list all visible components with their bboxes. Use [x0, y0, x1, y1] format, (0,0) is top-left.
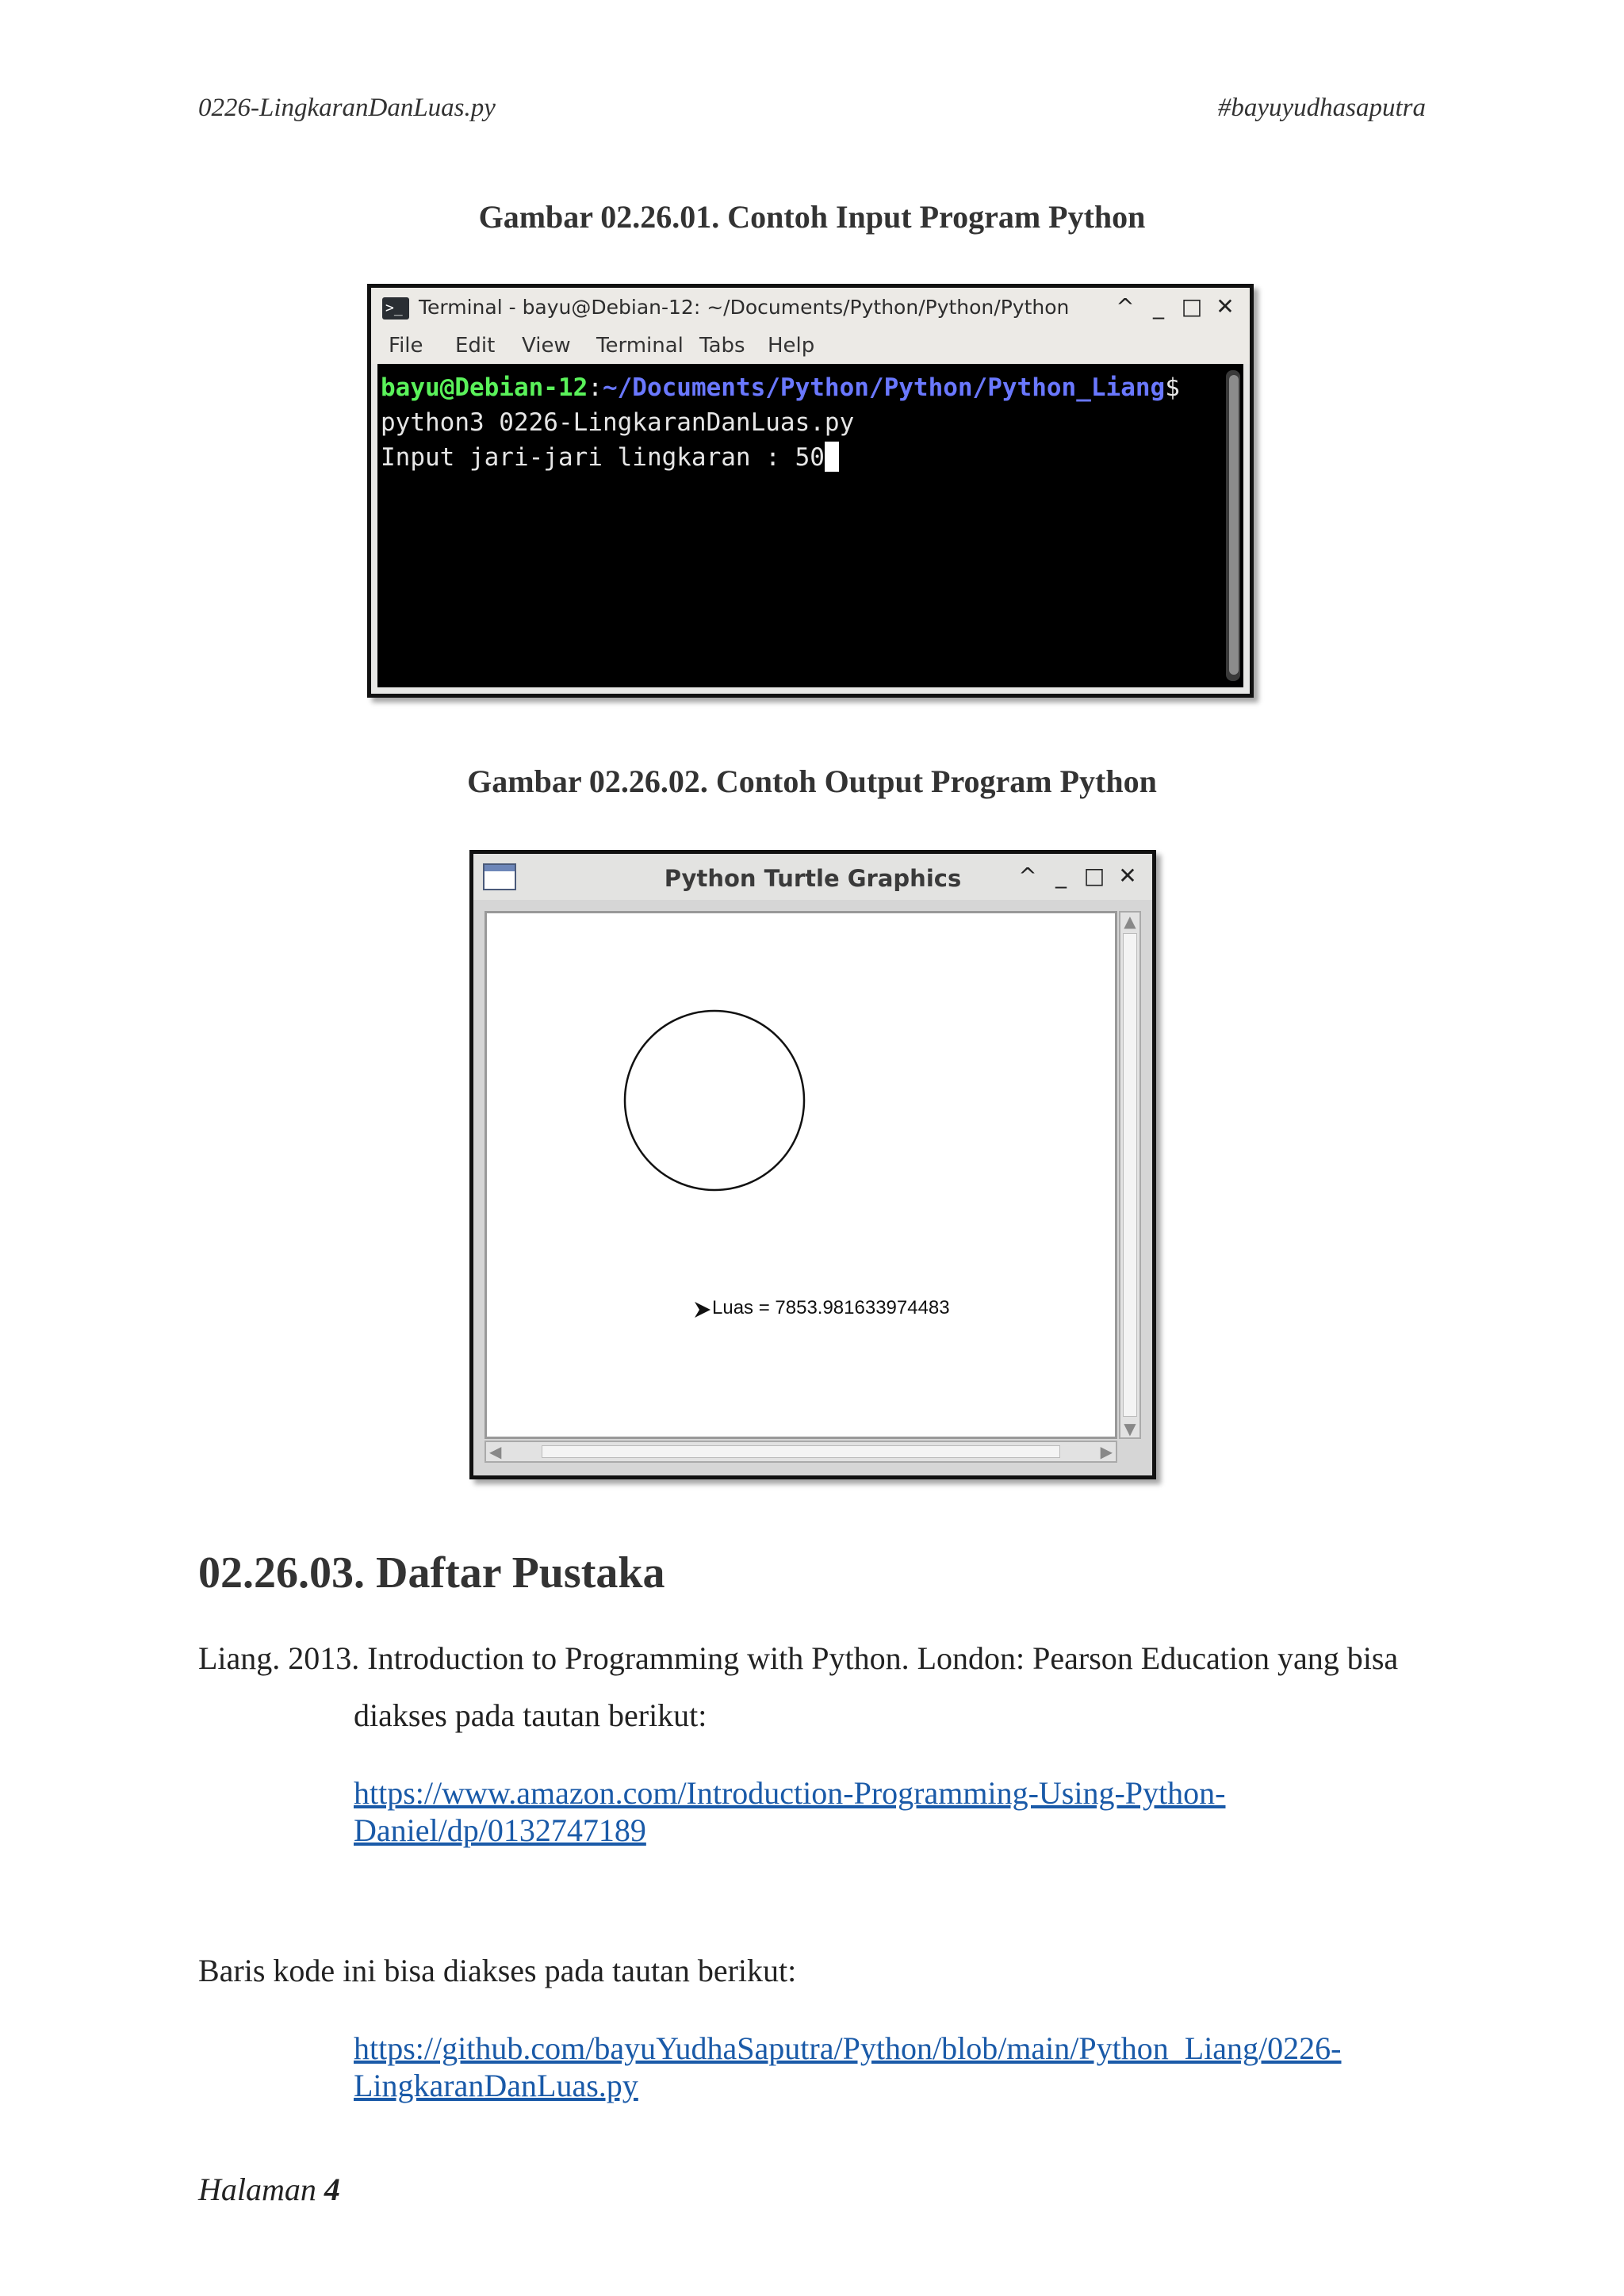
scroll-right-icon[interactable]: ▶ — [1100, 1442, 1113, 1461]
menu-tabs[interactable]: Tabs — [699, 334, 745, 358]
github-link-line1[interactable]: https://github.com/bayuYudhaSaputra/Python/blob/main/Python_Liang/0226- — [354, 2030, 1342, 2066]
terminal-window-title: Terminal - bayu@Debian-12: ~/Documents/Python/Python/Python — [419, 296, 1070, 319]
github-link-line2[interactable]: LingkaranDanLuas.py — [354, 2068, 638, 2103]
turtle-window — [469, 850, 1156, 1479]
turtle-window-title: Python Turtle Graphics — [664, 865, 962, 892]
area-output-text: Luas = 7853.981633974483 — [712, 1297, 950, 1318]
window-maximize-icon[interactable]: □ — [1083, 863, 1105, 889]
window-shade-icon[interactable]: ^ — [1018, 863, 1037, 889]
window-minimize-icon[interactable]: _ — [1153, 293, 1164, 320]
drawn-circle — [625, 1011, 804, 1190]
prompt-path: ~/Documents/Python/Python/Python_Liang — [602, 373, 1166, 402]
command-line: python3 0226-LingkaranDanLuas.py — [381, 408, 855, 437]
figure2-caption: Gambar 02.26.02. Contoh Output Program Python — [467, 763, 1157, 799]
scroll-down-icon[interactable]: ▼ — [1124, 1419, 1136, 1438]
horizontal-scroll-track[interactable] — [542, 1445, 1060, 1458]
page-header — [198, 94, 1426, 133]
text-cursor — [825, 442, 839, 472]
menu-edit[interactable]: Edit — [455, 334, 496, 358]
reference-text-line1: Liang. 2013. Introduction to Programming with Python. London: Pearson Education yang bisa — [198, 1640, 1399, 1676]
section-heading: 02.26.03. Daftar Pustaka — [198, 1548, 665, 1598]
page-footer — [198, 2171, 340, 2208]
figure1-caption: Gambar 02.26.01. Contoh Input Program Python — [478, 199, 1146, 235]
reference-text-line2: diakses pada tautan berikut: — [354, 1697, 707, 1733]
menu-help[interactable]: Help — [768, 334, 815, 358]
prompt-user: bayu@Debian-12 — [381, 373, 588, 402]
turtle-arrow-icon — [695, 1302, 710, 1318]
window-shade-icon[interactable]: ^ — [1116, 293, 1135, 320]
amazon-link-line2[interactable]: Daniel/dp/0132747189 — [354, 1812, 646, 1848]
amazon-link-line1[interactable]: https://www.amazon.com/Introduction-Programming-Using-Python- — [354, 1775, 1226, 1811]
vertical-scrollbar[interactable] — [1119, 911, 1141, 1439]
turtle-canvas[interactable] — [485, 911, 1117, 1439]
window-maximize-icon[interactable]: □ — [1181, 293, 1203, 320]
prompt-separator: : — [588, 373, 603, 402]
horizontal-scrollbar[interactable] — [485, 1441, 1117, 1463]
vertical-scroll-track[interactable] — [1123, 933, 1137, 1417]
code-link[interactable] — [354, 2030, 1342, 2104]
window-minimize-icon[interactable]: _ — [1055, 863, 1067, 889]
turtle-titlebar — [473, 854, 1152, 900]
reference-link[interactable] — [354, 1774, 1225, 1849]
header-author-tag: #bayuyudhasaputra — [1217, 94, 1426, 122]
window-close-icon[interactable]: ✕ — [1118, 863, 1137, 889]
terminal-titlebar — [371, 288, 1250, 327]
terminal-output[interactable] — [377, 364, 1243, 687]
terminal-app-icon: >_ — [382, 297, 409, 320]
page-number: 4 — [324, 2172, 340, 2207]
terminal-menubar — [371, 327, 1250, 364]
menu-terminal[interactable]: Terminal — [596, 334, 684, 358]
scroll-left-icon[interactable]: ◀ — [489, 1442, 502, 1461]
menu-view[interactable]: View — [522, 334, 571, 358]
turtle-drawing — [487, 913, 1115, 1437]
terminal-window — [367, 284, 1254, 698]
terminal-scrollbar-thumb[interactable] — [1229, 375, 1239, 675]
footer-label: Halaman — [198, 2172, 316, 2207]
scroll-up-icon[interactable]: ▲ — [1124, 912, 1136, 931]
code-link-text: Baris kode ini bisa diakses pada tautan berikut: — [198, 1953, 797, 1988]
input-line: Input jari-jari lingkaran : 50 — [381, 443, 825, 472]
header-filename: 0226-LingkaranDanLuas.py — [198, 94, 496, 122]
window-close-icon[interactable]: ✕ — [1216, 293, 1235, 320]
prompt-end: $ — [1165, 373, 1180, 402]
menu-file[interactable]: File — [389, 334, 423, 358]
